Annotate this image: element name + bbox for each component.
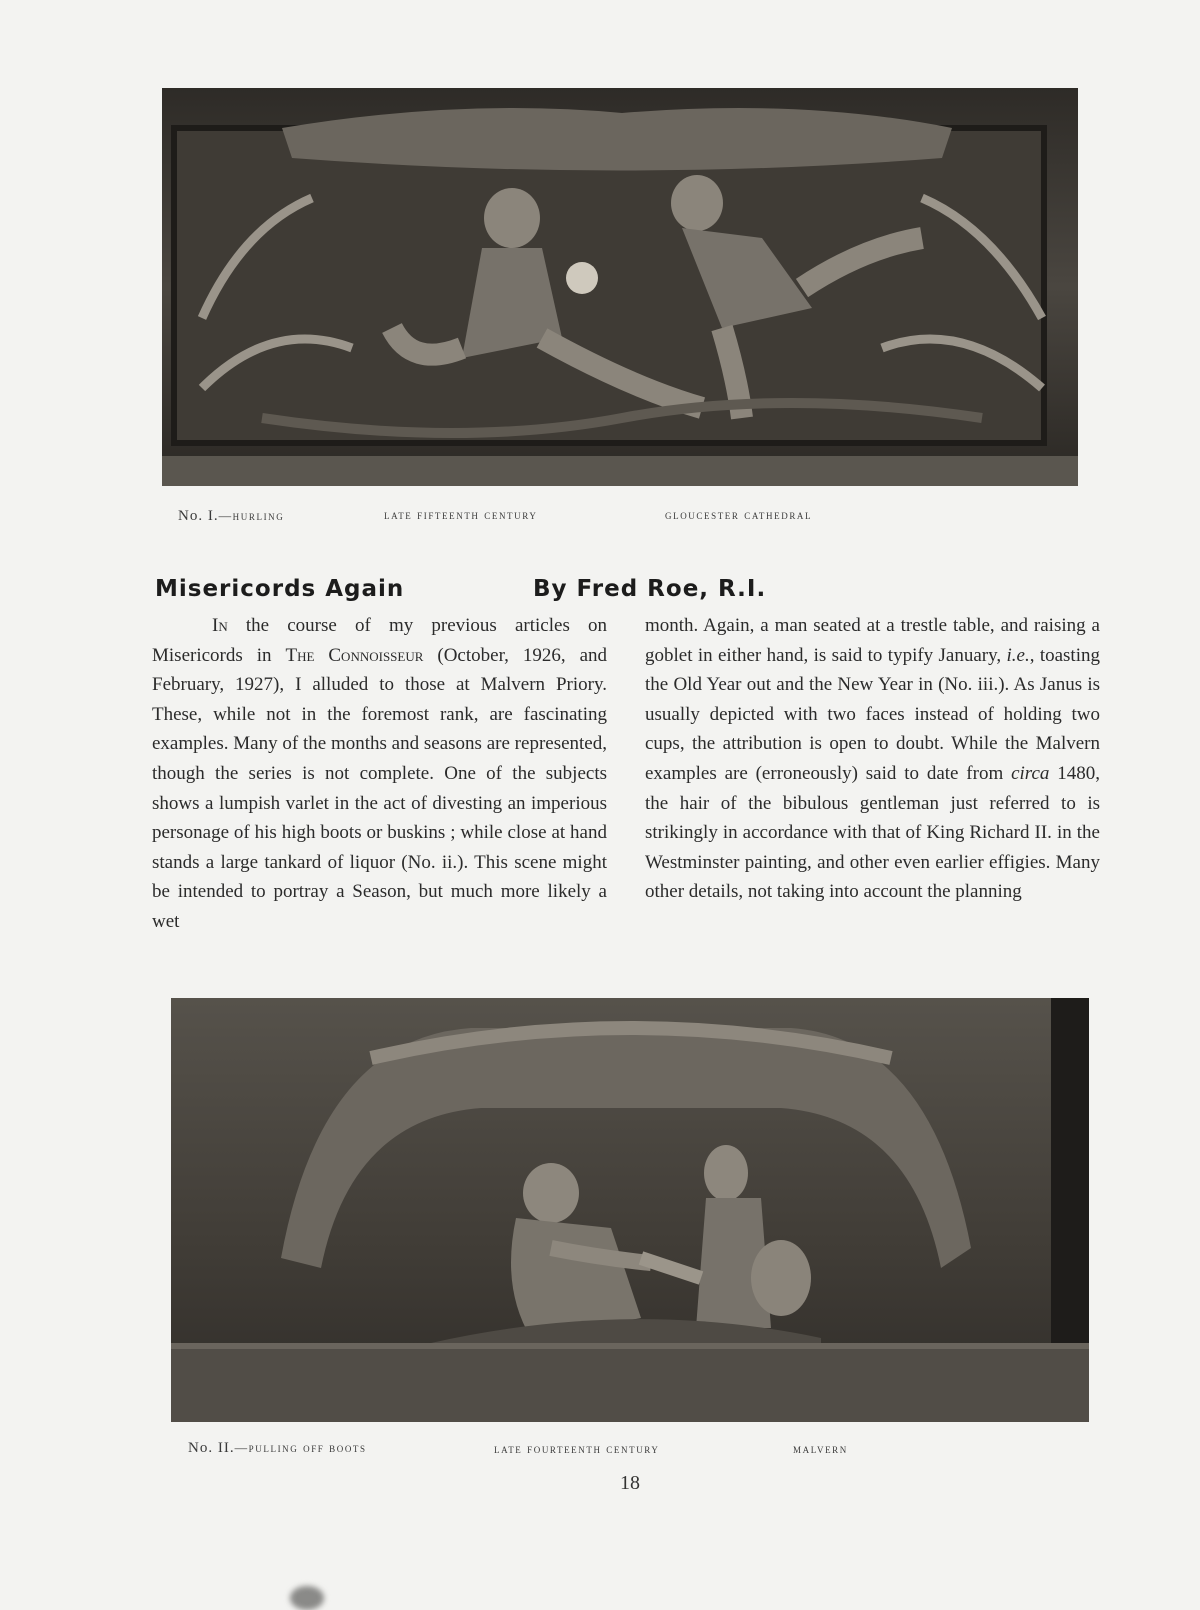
page-number: 18	[620, 1472, 640, 1494]
left-text-2: (October, 1926, and February, 1927), I alluded to those at Malvern Priory. These, while not in the foremost rank, are fascinating examples. Many of the months and seasons are represented, though the series is not complete. One of the subjects shows a lumpish varlet in the act of divesting an imperious personage of his high boots or buskins ; while close at hand stands a large tankard of liquor (No. ii.). This scene might be intended to portray a Season, but much more likely a wet	[152, 644, 607, 932]
article-right-column	[645, 611, 1100, 907]
left-column-paragraph	[152, 611, 607, 937]
plate-2-caption-number: No. II.—pulling off boots	[188, 1440, 367, 1456]
plate-1-caption-location: gloucester cathedral	[665, 508, 813, 522]
journal-name: The Connoisseur	[285, 644, 424, 666]
plate-1-caption-subject: —hurling	[218, 509, 285, 523]
right-text-3: 1480, the hair of the bibulous gentleman just referred to is strikingly in accordance with that of King Richard II. in the Westminster painting, and other even earlier effigies. Many other details, not taking into account the planning	[645, 762, 1101, 903]
plate-2-caption-location: malvern	[793, 1442, 848, 1456]
plate-2-pulling-off-boots-photo	[171, 998, 1089, 1422]
plate-1-hurling-photo	[162, 88, 1078, 486]
plate-1-caption-number: No. I.—hurling	[178, 508, 285, 524]
ink-smudge	[290, 1586, 324, 1610]
ie-abbrev: i.e.	[1006, 644, 1030, 666]
article-title: Misericords Again	[155, 576, 405, 602]
right-text-2: , toasting the Old Year out and the New Year in (No. iii.). As Janus is usually depicted with two faces instead of holding two cups, the attribution is open to doubt. While the Malvern examples are (erroneously) said to date from	[645, 644, 1100, 784]
plate-2-caption-date: late fourteenth century	[494, 1442, 660, 1456]
article-byline: By Fred Roe, R.I.	[533, 576, 767, 602]
right-text-1: month. Again, a man seated at a trestle table, and raising a goblet in either hand, is said to typify January,	[645, 615, 1100, 666]
plate-1-caption-date: late fifteenth century	[384, 508, 538, 522]
article-left-column	[152, 611, 607, 937]
right-column-paragraph	[645, 611, 1100, 907]
paragraph-opening-word: In	[212, 615, 228, 636]
plate-2-caption-subject: —pulling off boots	[234, 1441, 367, 1455]
left-text-1: the course of my previous articles on Misericords in	[152, 615, 607, 666]
boots-carving-illustration	[171, 998, 1089, 1422]
circa-word: circa	[1011, 762, 1050, 784]
hurling-carving-illustration	[162, 88, 1078, 486]
